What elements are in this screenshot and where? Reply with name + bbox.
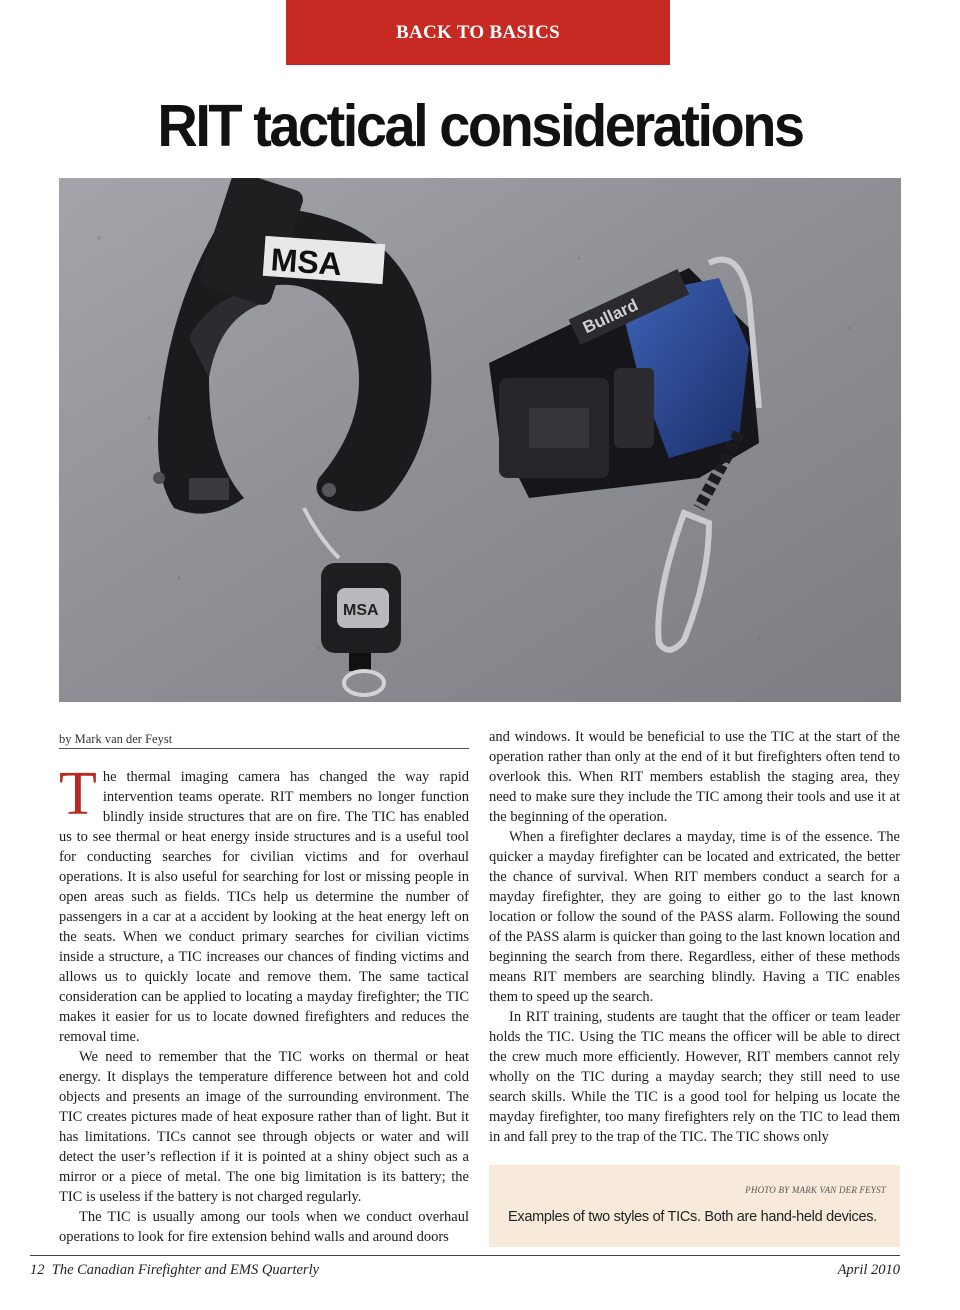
paragraph-mayday: When a firefighter declares a mayday, time is of the essence. The quicker a mayday firefighter can be located and extricated, the better the chance of survival. When RIT members conduct a search for a mayday firefighter, they are going to either go to the last known location or follow the sound of the PASS alarm. Following the sound of the PASS alarm is quicker than going to the last known location and beginning the search from there. Regardless, either of these methods means RIT members are searching blindly. Having a TIC enables them to speed up the search. (489, 829, 900, 1005)
section-label: BACK TO BASICS (395, 21, 560, 43)
msa-brand-label: MSA (269, 241, 344, 283)
article-column-right (489, 727, 900, 1147)
section-tab (286, 0, 670, 65)
article-photo (59, 178, 901, 702)
bullard-brand-label: Bullard (579, 295, 641, 338)
msa-tag-label: MSA (343, 602, 379, 619)
footer-date: April 2010 (837, 1262, 900, 1278)
paragraph-intro (59, 760, 469, 1047)
paragraph-staging: and windows. It would be beneficial to use the TIC at the start of the operation rather than only at the end of it but firefighters often tend to overlook this. When RIT members establish the staging area, they need to make sure they include the TIC among their tools and use it at the beginning of the operation. (489, 729, 900, 825)
paragraph-overhaul: The TIC is usually among our tools when we conduct overhaul operations to look for fire extension behind walls and around doors (59, 1209, 469, 1245)
article-column-left (59, 760, 469, 1247)
photo-credit: PHOTO BY MARK VAN DER FEYST (745, 1185, 886, 1195)
footer-divider (30, 1255, 900, 1256)
photo-caption-box (489, 1165, 900, 1247)
footer-page-info: 12 The Canadian Firefighter and EMS Quarterly (30, 1262, 320, 1278)
article-title: RIT tactical considerations (157, 92, 803, 159)
paragraph-intro-text: he thermal imaging camera has changed the way rapid intervention teams operate. RIT members no longer function blindly inside structures that are on fire. The TIC has enabled us to see thermal or heat energy inside structures and is a useful tool for conducting searches for civilian victims and for overhaul operations. It is also useful for searching for lost or missing people in open areas such as fields. TICs help us determine the number of passengers in a car at a accident by looking at the heat energy left on the seats. When we conduct primary searches for civilian victims inside a structure, a TIC increases our chances of finding victims and allows us to quickly locate and remove them. The same tactical consideration can be applied to locating a mayday firefighter; the TIC makes it easier for us to locate downed firefighters and reduces the removal time. (59, 769, 469, 1045)
dropcap-letter: T (59, 760, 97, 828)
photo-caption: Examples of two styles of TICs. Both are hand-held devices. (508, 1209, 877, 1225)
paragraph-limitations: We need to remember that the TIC works on thermal or heat energy. It displays the temperature difference between hot and cold objects and presents an image of the surrounding environment. The TIC creates pictures made of heat exposure rather than of light. But it has limitations. TICs cannot see through objects or water and will detect the user’s reflection if it is pointed at a shiny object such as a mirror or a piece of metal. The one big limitation is its battery; the TIC is useless if the battery is not charged regularly. (59, 1049, 469, 1205)
byline: by Mark van der Feyst (59, 731, 469, 749)
paragraph-training: In RIT training, students are taught that the officer or team leader holds the TIC. Using the TIC means the officer will be able to direct the crew much more efficiently. However, RIT members cannot rely wholly on the TIC during a mayday search; they still need to use search skills. While the TIC is a good tool for helping us locate the mayday firefighter, too many firefighters rely on the TIC to lead them in and fall prey to the trap of the TIC. The TIC shows only (489, 1009, 900, 1145)
